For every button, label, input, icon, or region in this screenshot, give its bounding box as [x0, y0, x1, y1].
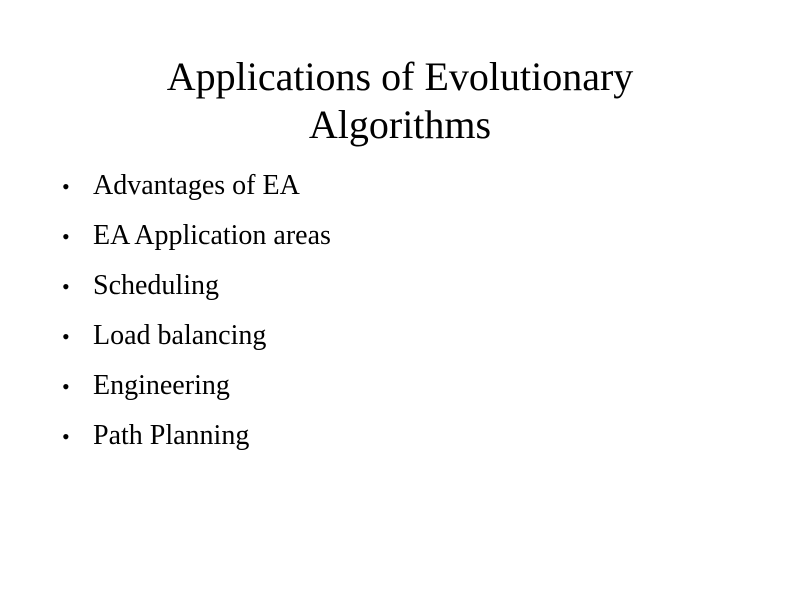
bullet-icon: •: [62, 324, 70, 349]
bullet-text: Load balancing: [93, 320, 267, 351]
bullet-item: [62, 318, 331, 368]
bullet-text: Scheduling: [93, 270, 219, 301]
bullet-icon: •: [62, 224, 70, 249]
bullet-icon: •: [62, 274, 70, 299]
bullet-item: [62, 218, 331, 268]
bullet-list: [62, 168, 331, 468]
bullet-item: [62, 268, 331, 318]
bullet-icon: •: [62, 174, 70, 199]
bullet-item: [62, 168, 331, 218]
slide-title-line-2: Algorithms: [308, 102, 492, 147]
slide-title: [0, 53, 800, 149]
bullet-text: Path Planning: [93, 420, 250, 451]
bullet-text: EA Application areas: [93, 220, 331, 251]
bullet-text: Advantages of EA: [93, 170, 300, 201]
bullet-item: [62, 418, 331, 468]
bullet-icon: •: [62, 374, 70, 399]
slide-title-line-1: Applications of Evolutionary: [166, 54, 634, 99]
bullet-icon: •: [62, 424, 70, 449]
bullet-text: Engineering: [93, 370, 230, 401]
bullet-item: [62, 368, 331, 418]
